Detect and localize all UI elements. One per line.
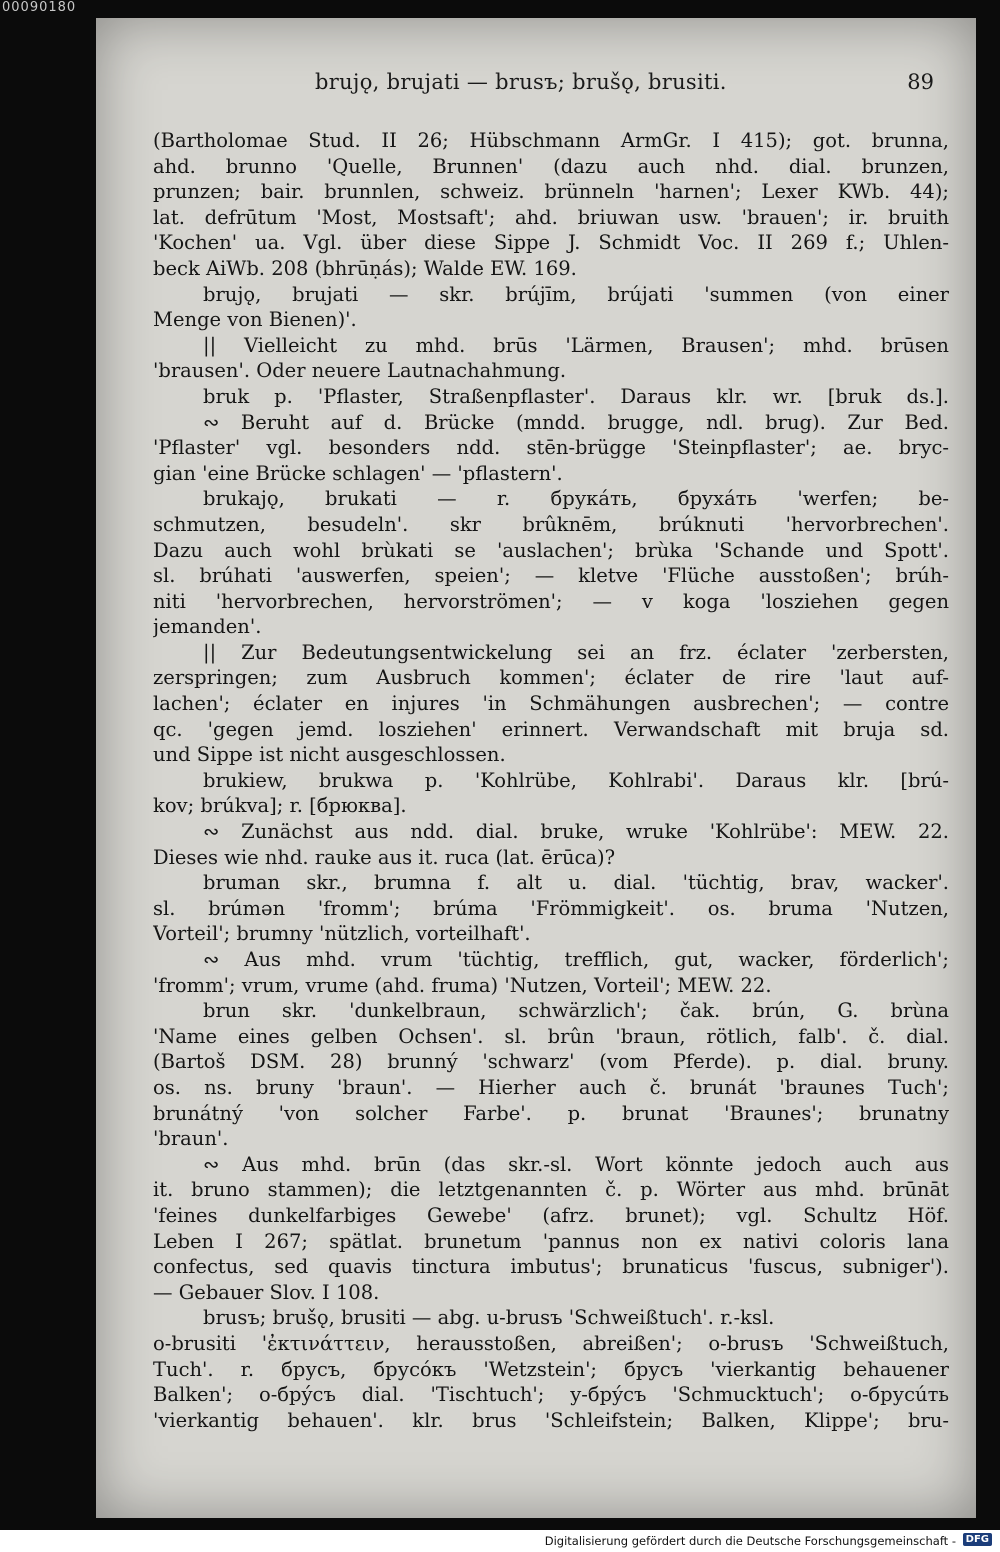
text-line: Dazu auch wohl brùkati se 'auslachen'; brùka 'Schande und Spott'. (153, 538, 949, 562)
text-line: ahd. brunno 'Quelle, Brunnen' (dazu auch nhd. dial. brunzen, (153, 154, 949, 178)
text-line: lat. defrūtum 'Most, Mostsaft'; ahd. briuwan usw. 'brauen'; ir. bruith (153, 205, 949, 229)
text-line: os. ns. bruny 'braun'. — Hierher auch č. brunát 'braunes Tuch'; (153, 1075, 949, 1099)
text-line: prunzen; bair. brunnlen, schweiz. brünneln 'harnen'; Lexer KWb. 44); (153, 180, 949, 204)
text-line: 'brausen'. Oder neuere Lautnachahmung. (153, 359, 567, 383)
text-line: brun skr. 'dunkelbraun, schwärzlich'; čak. brún, G. brùna (203, 999, 949, 1023)
dfg-logo: DFG (963, 1533, 992, 1546)
text-line: schmutzen, besudeln'. skr brûknēm, brúknuti 'hervorbrechen'. (153, 512, 949, 536)
text-line: confectus, sed quavis tinctura imbutus'; brunaticus 'fuscus, subniger'). (153, 1255, 949, 1279)
text-line: Dieses wie nhd. rauke aus it. ruca (lat. ērūca)? (153, 845, 616, 869)
text-line: Tuch'. r. брусъ, брусóкъ 'Wetzstein'; брусъ 'vierkantig behauener (153, 1357, 949, 1381)
text-line: bruk p. 'Pflaster, Straßenpflaster'. Daraus klr. wr. [bruk ds.]. (203, 384, 949, 408)
dictionary-text (153, 128, 949, 1433)
page-number: 89 (907, 70, 934, 94)
text-line: 'Pflaster' vgl. besonders ndd. stēn-brügge 'Steinpflaster'; ae. bryc- (153, 436, 949, 460)
text-line: Menge von Bienen)'. (153, 308, 357, 332)
text-line: brukajǫ, brukati — r. брукáть, бpyxáть 'werfen; be- (203, 487, 949, 511)
scan-id-fragment: 00090180 (2, 0, 77, 15)
page-header (315, 70, 955, 110)
text-line: || Zur Bedeutungsentwickelung sei an frz. éclater 'zerbersten, (203, 640, 949, 664)
text-line: Balken'; o-брýсъ dial. 'Tischtuch'; y-брýсъ 'Schmucktuch'; o-брусúть (153, 1383, 949, 1407)
running-title: brujǫ, brujati — brusъ; brušǫ, brusiti. (315, 70, 727, 94)
text-line: ∾ Zunächst aus ndd. dial. bruke, wruke 'Kohlrübe': MEW. 22. (203, 820, 949, 844)
text-line: 'Name eines gelben Ochsen'. sl. brûn 'braun, rötlich, falb'. č. dial. (153, 1024, 949, 1048)
text-line: 'feines dunkelfarbiges Gewebe' (afrz. brunet); vgl. Schultz Höf. (153, 1203, 949, 1227)
text-line: brujǫ, brujati — skr. brújīm, brújati 'summen (von einer (203, 282, 949, 306)
text-line: qc. 'gegen jemd. losziehen' erinnert. Verwandschaft mit bruja sd. (153, 717, 949, 741)
text-line: bruman skr., brumna f. alt u. dial. 'tüchtig, brav, wacker'. (203, 871, 949, 895)
text-line: 'vierkantig behauen'. klr. brus 'Schleifstein; Balken, Klippe'; bru- (153, 1408, 949, 1432)
text-line: ∾ Aus mhd. brūn (das skr.-sl. Wort könnte jedoch auch aus (203, 1152, 949, 1176)
text-line: sl. brúmən 'fromm'; brúma 'Frömmigkeit'. os. bruma 'Nutzen, (153, 896, 949, 920)
text-line: 'braun'. (153, 1127, 229, 1151)
text-line: ∾ Beruht auf d. Brücke (mndd. brugge, ndl. brug). Zur Bed. (203, 410, 949, 434)
text-line: zerspringen; zum Ausbruch kommen'; éclater de rire 'laut auf- (153, 666, 949, 690)
text-line: (Bartholomae Stud. II 26; Hübschmann ArmGr. I 415); got. brunna, (153, 129, 949, 152)
text-line: lachen'; éclater en injures 'in Schmähungen ausbrechen'; — contre (153, 692, 949, 716)
text-line: brusъ; brušǫ, brusiti — abg. u-brusъ 'Schweißtuch'. r.-ksl. (203, 1306, 775, 1330)
footer-bar (0, 1530, 1000, 1552)
text-line: 'Kochen' ua. Vgl. über diese Sippe J. Schmidt Voc. II 269 f.; Uhlen- (153, 231, 949, 255)
text-line: — Gebauer Slov. I 108. (153, 1280, 380, 1304)
text-line: ∾ Aus mhd. vrum 'tüchtig, trefflich, gut, wacker, förderlich'; (203, 948, 949, 971)
text-line: brukiew, brukwa p. 'Kohlrübe, Kohlrabi'. Daraus klr. [brú- (203, 768, 949, 792)
text-line: it. bruno stammen); die letztgenannten č. p. Wörter aus mhd. brūnāt (153, 1178, 949, 1202)
text-line: o-brusiti 'ἐκτινάττειν, herausstoßen, abreißen'; o-brusъ 'Schweißtuch, (153, 1331, 949, 1355)
text-line: (Bartoš DSM. 28) brunný 'schwarz' (vom Pferde). p. dial. bruny. (153, 1050, 949, 1074)
text-line: niti 'hervorbrechen, hervorströmen'; — v koga 'losziehen gegen (153, 589, 949, 613)
text-line: Leben I 267; spätlat. brunetum 'pannus non ex nativi coloris lana (153, 1229, 949, 1253)
text-line: kov; brúkva]; r. [брюква]. (153, 794, 407, 818)
text-line: || Vielleicht zu mhd. brūs 'Lärmen, Brausen'; mhd. brūsen (203, 333, 949, 357)
text-line: sl. brúhati 'auswerfen, speien'; — kletve 'Flüche ausstoßen'; brúh- (153, 564, 949, 588)
text-line: jemanden'. (153, 615, 262, 639)
text-line: 'fromm'; vrum, vrume (ahd. fruma) 'Nutzen, Vorteil'; MEW. 22. (153, 973, 772, 997)
text-line: Vorteil'; brumny 'nützlich, vorteilhaft'. (153, 922, 531, 946)
text-line: und Sippe ist nicht ausgeschlossen. (153, 743, 506, 767)
text-line: brunátný 'von solcher Farbe'. p. brunat 'Braunes'; brunatny (153, 1101, 949, 1125)
text-line: beck AiWb. 208 (bhrūṇás); Walde EW. 169. (153, 256, 577, 280)
funding-note: Digitalisierung gefördert durch die Deutsche Forschungsgemeinschaft - (544, 1534, 956, 1548)
text-line: gian 'eine Brücke schlagen' — 'pflastern'. (153, 461, 563, 485)
